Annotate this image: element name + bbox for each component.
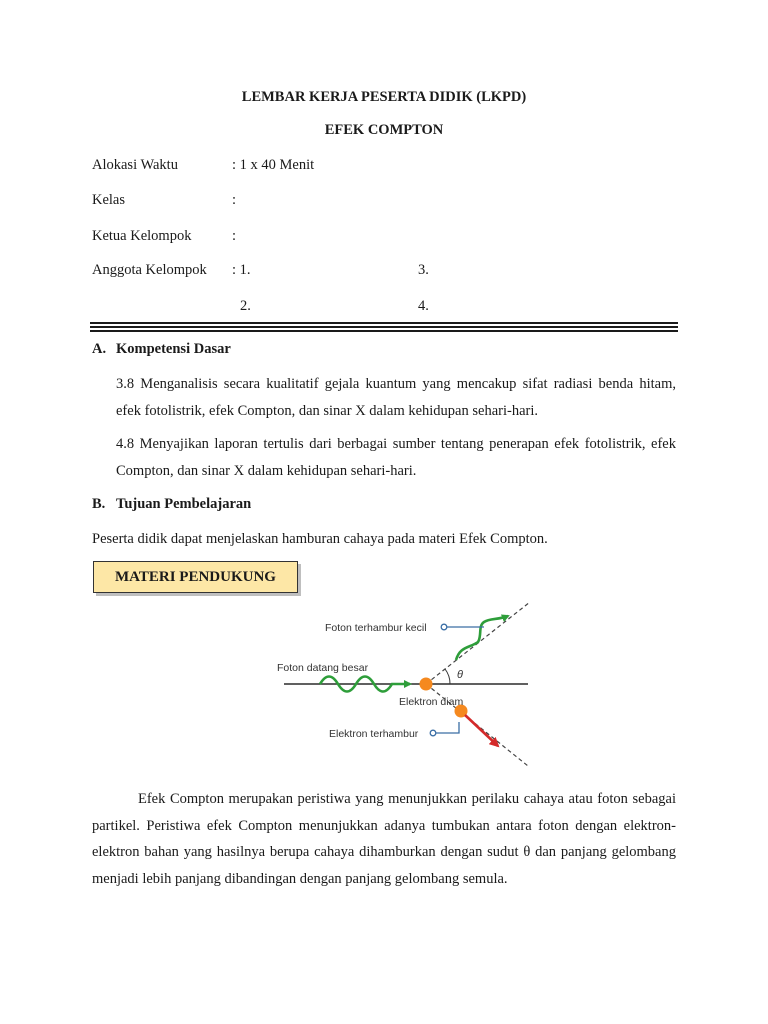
document-subtitle: EFEK COMPTON bbox=[324, 122, 444, 138]
section-b-number: B. bbox=[92, 496, 106, 512]
anggota-label: Anggota Kelompok bbox=[92, 262, 207, 278]
elektron-terhambur-callout-dot bbox=[430, 730, 436, 736]
elektron-diam-label: Elektron diam bbox=[399, 696, 464, 708]
section-a-number: A. bbox=[92, 341, 107, 357]
divider-line-top bbox=[90, 322, 678, 324]
section-a-title: Kompetensi Dasar bbox=[116, 341, 231, 357]
anggota-member-3: 3. bbox=[418, 262, 429, 278]
foton-datang-label: Foton datang besar bbox=[277, 662, 369, 674]
ketua-label: Ketua Kelompok bbox=[92, 228, 192, 244]
anggota-member-1: : 1. bbox=[232, 262, 251, 278]
materi-pendukung-box: MATERI PENDUKUNG bbox=[93, 561, 298, 593]
compton-explanation-paragraph: Efek Compton merupakan peristiwa yang menunjukkan perilaku cahaya atau foton sebagai partikel. Peristiwa efek Compton menunjukkan adanya tumbukan antara foton dengan elektron-elektron bahan yang hasilnya berupa cahaya dihamburkan dengan sudut θ dan panjang gelombang menjadi lebih panjang dibandingan dengan panjang gelombang semula. bbox=[92, 791, 676, 887]
kd-4-8: 4.8 Menyajikan laporan tertulis dari berbagai sumber tentang penerapan efek fotolistrik, efek Compton, dan sinar X dalam kehidupan sehari-hari. bbox=[116, 436, 676, 479]
theta-arc bbox=[445, 669, 450, 684]
elektron-terhambur-callout-line bbox=[436, 722, 459, 733]
theta-label: θ bbox=[457, 669, 463, 681]
kelas-label: Kelas bbox=[92, 192, 126, 208]
document-title: LEMBAR KERJA PESERTA DIDIK (LKPD) bbox=[241, 89, 527, 105]
foton-terhambur-callout-dot bbox=[441, 624, 447, 630]
divider-line-bottom bbox=[90, 330, 678, 332]
electron-scatter-arrow bbox=[465, 715, 498, 746]
divider-line-middle bbox=[90, 326, 678, 329]
section-b-title: Tujuan Pembelajaran bbox=[116, 496, 252, 512]
electron-rest-dot bbox=[420, 678, 433, 691]
section-a-heading bbox=[92, 341, 231, 358]
compton-diagram bbox=[260, 598, 540, 770]
kd-3-8: 3.8 Menganalisis secara kualitatif gejala kuantum yang mencakup sifat radiasi benda hitam, efek fotolistrik, efek Compton, dan sinar X dalam kehidupan sehari-hari. bbox=[116, 376, 676, 419]
elektron-terhambur-label: Elektron terhambur bbox=[329, 728, 419, 740]
section-b-heading bbox=[92, 496, 251, 513]
alokasi-value: : 1 x 40 Menit bbox=[232, 157, 315, 173]
foton-terhambur-label: Foton terhambur kecil bbox=[325, 622, 427, 634]
tujuan-text: Peserta didik dapat menjelaskan hamburan cahaya pada materi Efek Compton. bbox=[92, 531, 548, 547]
alokasi-label: Alokasi Waktu bbox=[92, 157, 178, 173]
kelas-value: : bbox=[232, 192, 237, 208]
ketua-value: : bbox=[232, 228, 237, 244]
anggota-member-2: 2. bbox=[240, 298, 251, 314]
anggota-member-4: 4. bbox=[418, 298, 429, 314]
scattered-photon-wave bbox=[456, 616, 508, 660]
